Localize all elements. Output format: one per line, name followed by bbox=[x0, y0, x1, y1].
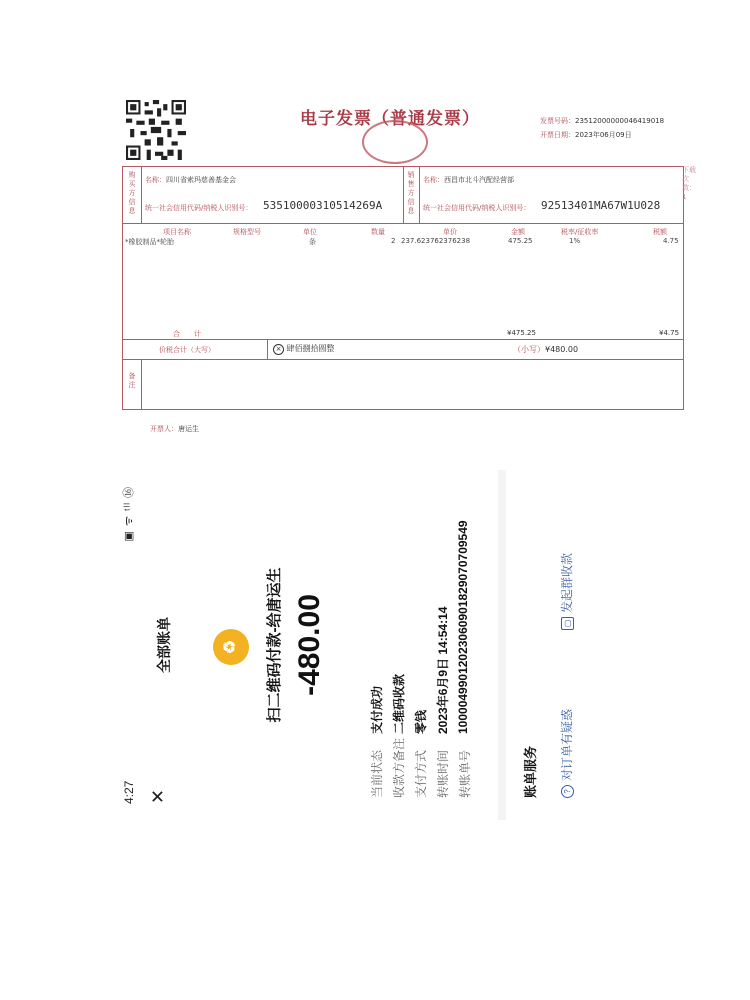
drawer-name: 唐运生 bbox=[178, 425, 199, 433]
item-unit: 条 bbox=[309, 238, 316, 246]
buyer-section-label: 购买方信息 bbox=[128, 171, 136, 215]
remarks-label: 备注 bbox=[128, 372, 136, 389]
total-label: 合 计 bbox=[173, 330, 201, 338]
col-unit: 单位 bbox=[303, 228, 317, 236]
sum-circle-icon: × bbox=[273, 344, 284, 355]
section-divider bbox=[498, 470, 506, 820]
item-unit-price: 237.623762376238 bbox=[401, 237, 471, 245]
status-time: 4:27 bbox=[122, 780, 136, 804]
invoice-number: 23512000000046419018 bbox=[575, 117, 665, 125]
detail-row-method bbox=[412, 504, 429, 798]
qr-code-icon bbox=[126, 100, 186, 160]
item-quantity: 2 bbox=[391, 237, 396, 245]
col-quantity: 数量 bbox=[371, 228, 385, 236]
sum-small-row bbox=[513, 344, 578, 355]
sum-small: ¥480.00 bbox=[545, 345, 579, 354]
merchant-title: 扫二维码付款-给唐运生 bbox=[266, 567, 283, 723]
payment-amount: -480.00 bbox=[293, 594, 326, 696]
buyer-tax-id: 53510000310514269A bbox=[263, 199, 383, 212]
invoice-title: 电子发票（普通发票） bbox=[300, 109, 480, 129]
col-tax-rate: 税率/征收率 bbox=[561, 228, 599, 236]
detail-row-note bbox=[390, 504, 407, 798]
group-collect-link[interactable] bbox=[558, 553, 575, 630]
detail-row-time bbox=[434, 504, 451, 798]
detail-key: 转账单号 bbox=[458, 749, 472, 798]
col-item-name: 项目名称 bbox=[163, 228, 191, 236]
status-signal-icon: ▣ ᯤ ᵗˡˡ ⑯ bbox=[123, 486, 135, 542]
seller-name-row bbox=[423, 175, 514, 185]
detail-key: 支付方式 bbox=[414, 749, 428, 798]
col-amount: 金额 bbox=[511, 228, 525, 236]
order-question-label: 对订单有疑惑 bbox=[560, 708, 574, 781]
detail-key: 当前状态 bbox=[370, 749, 384, 798]
download-count-mark: 下载次数：1 bbox=[682, 166, 696, 201]
merchant-logo-icon: ♻ bbox=[213, 629, 249, 665]
buyer-name-row bbox=[145, 175, 236, 185]
detail-value: 二维码收款 bbox=[392, 673, 406, 734]
seller-name: 西昌市北斗汽配经营部 bbox=[444, 176, 514, 184]
col-unit-price: 单价 bbox=[443, 228, 457, 236]
bill-service-title: 账单服务 bbox=[523, 745, 538, 798]
detail-row-status bbox=[368, 504, 385, 798]
seal-stamp bbox=[362, 120, 428, 164]
detail-value: 2023年6月9日 14:54:14 bbox=[436, 606, 450, 734]
detail-value: 10000499012023060901829070709549 bbox=[456, 520, 470, 734]
buyer-name: 四川省索玛慈善基金会 bbox=[166, 176, 236, 184]
order-question-link[interactable] bbox=[558, 709, 575, 798]
item-tax: 4.75 bbox=[663, 237, 679, 245]
sum-label: 价税合计（大写） bbox=[159, 346, 215, 354]
close-icon[interactable]: ✕ bbox=[148, 788, 168, 804]
invoice-number-row bbox=[540, 116, 664, 126]
item-tax-rate: 1% bbox=[569, 237, 581, 245]
item-name: *橡胶制品*轮胎 bbox=[125, 238, 174, 246]
invoice-date: 2023年06月09日 bbox=[575, 131, 632, 139]
detail-value: 零钱 bbox=[414, 709, 428, 734]
seller-tax-id: 92513401MA67W1U028 bbox=[541, 199, 661, 212]
item-amount: 475.25 bbox=[508, 237, 533, 245]
group-collect-icon: ▢ bbox=[561, 617, 574, 630]
detail-key: 转账时间 bbox=[436, 749, 450, 798]
drawer-label: 开票人： bbox=[150, 425, 178, 433]
invoice-table bbox=[122, 166, 684, 410]
question-icon: ? bbox=[561, 785, 574, 798]
detail-key: 收款方备注 bbox=[392, 737, 406, 798]
seller-name-label: 名称： bbox=[423, 176, 444, 184]
invoice-date-label: 开票日期： bbox=[540, 131, 575, 139]
page-title: 全部账单 bbox=[156, 617, 172, 673]
col-spec: 规格型号 bbox=[233, 228, 261, 236]
drawer-row bbox=[150, 424, 199, 434]
col-tax: 税额 bbox=[653, 228, 667, 236]
buyer-tax-label: 统一社会信用代码/纳税人识别号： bbox=[145, 204, 253, 212]
sum-words: 肆佰捌拾圆整 bbox=[286, 344, 335, 353]
seller-section-label: 销售方信息 bbox=[407, 171, 415, 215]
invoice-number-label: 发票号码： bbox=[540, 117, 575, 125]
total-tax: ¥4.75 bbox=[659, 329, 680, 337]
detail-value: 支付成功 bbox=[370, 685, 384, 734]
buyer-name-label: 名称： bbox=[145, 176, 166, 184]
sum-small-label: （小写） bbox=[513, 345, 545, 354]
payment-detail-screen bbox=[108, 470, 648, 820]
group-collect-label: 发起群收款 bbox=[560, 552, 574, 613]
detail-row-transfer-no bbox=[456, 504, 473, 798]
payment-screenshot bbox=[108, 470, 648, 820]
total-amount: ¥475.25 bbox=[507, 329, 536, 337]
seller-tax-label: 统一社会信用代码/纳税人识别号： bbox=[423, 204, 531, 212]
sum-words-row bbox=[273, 343, 335, 355]
invoice-date-row bbox=[540, 130, 632, 140]
